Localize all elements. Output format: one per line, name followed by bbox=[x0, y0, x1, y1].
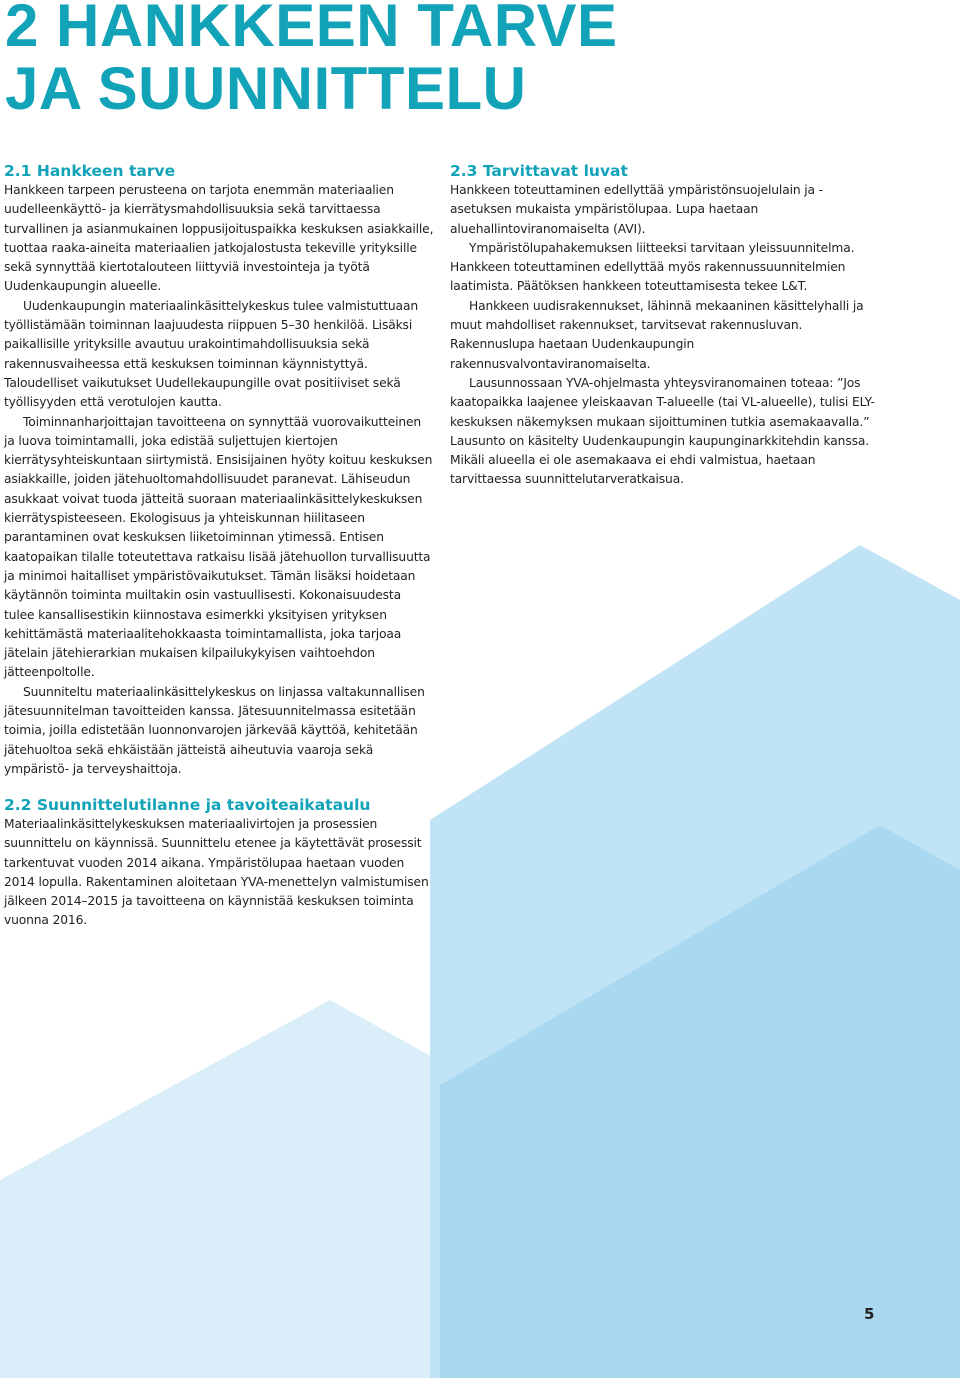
page-number: 5 bbox=[864, 1305, 875, 1323]
section-2-1-paragraph-1: Hankkeen tarpeen perusteena on tarjota enemmän materiaalien uudelleenkäyttö- ja kierrätysmahdollisuuksia sekä tarvittaessa turvallinen ja asianmukainen loppusijoituspaikka keskuksen asiakkaille, tuottaa raaka-aineita materiaalien jatkojalostusta tekeville yrityksille sekä synnyttää kiertotalouteen liittyviä investointeja ja työtä Uudenkaupungin alueelle. bbox=[4, 183, 434, 294]
title-line-1: 2 HANKKEEN TARVE bbox=[5, 0, 618, 59]
section-2-1-title: 2.1 Hankkeen tarve bbox=[4, 162, 176, 180]
section-2-3-title: 2.3 Tarvittavat luvat bbox=[450, 162, 628, 180]
section-2-1-paragraph-4: Suunniteltu materiaalinkäsittelykeskus on linjassa valtakunnallisen jätesuunnitelman tavoitteiden kanssa. Jätesuunnitelmassa esitetään toimia, joilla edistetään luonnonvarojen järkevää käyttöä, kehitetään jätehuoltoa sekä ehkäistään jätteistä aiheutuvia vaaroja sekä ympäristö- ja terveyshaittoja. bbox=[4, 684, 425, 776]
section-2-3-paragraph-3: Hankkeen uudisrakennukset, lähinnä mekaaninen käsittelyhalli ja muut mahdolliset rakennukset, tarvitsevat rakennusluvan. Rakennuslupa haetaan Uudenkaupungin rakennusvalvontaviranomaiselta. bbox=[450, 298, 864, 371]
section-2-3-paragraph-2: Ympäristölupahakemuksen liitteeksi tarvitaan yleissuunnitelma. Hankkeen toteuttaminen edellyttää myös rakennussuunnitelmien laatimista. Päätöksen hankkeen toteuttamisesta tekee L&T. bbox=[450, 240, 855, 294]
section-2-1-paragraph-2: Uudenkaupungin materiaalinkäsittelykeskus tulee valmistuttuaan työllistämään toiminnan laajuudesta riippuen 5–30 henkilöä. Lisäksi paikallisille yrityksille avautuu urakointimahdollisuuksia sekä rakennusvaiheessa että keskuksen toiminnan käynnistyttyä. Taloudelliset vaikutukset Uudellekaupungille ovat positiiviset sekä työllisyyden että verotulojen kautta. bbox=[4, 298, 418, 410]
title-line-2: JA SUUNNITTELU bbox=[5, 55, 527, 122]
section-2-1-paragraph-3: Toiminnanharjoittajan tavoitteena on synnyttää vuorovaikutteinen ja luova toimintamalli, joka edistää suljettujen kiertojen kierrätysyhteiskuntaan siirtymistä. Ensisijainen hyöty koituu keskuksen asiakkaille, joiden jätehuoltomahdollisuudet paranevat. Lähiseudun asukkaat voivat tuoda jätteitä suoraan materiaalinkäsittelykeskuksen kierrätyspisteeseen. Ekologisuus ja yhteiskunnan hiilitaseen parantaminen ovat keskuksen liiketoiminnan ytimessä. Entisen kaatopaikan tilalle toteutettava ratkaisu lisää jätehuollon turvallisuutta ja minimoi haitalliset ympäristövaikutukset. Tämän lisäksi hoidetaan käytännön toiminta muiltakin osin vastuullisesti. Kokonaisuudesta tulee kansallisestikin kiinnostava esimerkki yksityisen yrityksen kehittämästä materiaalitehokkaasta toimintamallista, joka tarjoaa jätelain jätehierarkian mukaisen kilpailukykyisen vaihtoehdon jätteenpoltolle. bbox=[4, 414, 433, 680]
section-2-2-paragraph-1: Materiaalinkäsittelykeskuksen materiaalivirtojen ja prosessien suunnittelu on käynnissä. Suunnittelu etenee ja käytettävät prosessit tarkentuvat vuoden 2014 aikana. Ympäristölupaa haetaan vuoden 2014 lopulla. Rakentaminen aloitetaan YVA-menettelyn valmistumisen jälkeen 2014–2015 ja tavoitteena on käynnistää keskuksen toiminta vuonna 2016. bbox=[4, 817, 429, 928]
section-2-2 bbox=[4, 795, 434, 931]
section-2-2-title: 2.2 Suunnittelutilanne ja tavoiteaikataulu bbox=[4, 796, 371, 814]
page-title bbox=[5, 0, 618, 120]
section-2-3 bbox=[450, 161, 880, 490]
section-2-1 bbox=[4, 161, 434, 779]
section-2-3-paragraph-4: Lausunnossaan YVA-ohjelmasta yhteysviranomainen toteaa: ”Jos kaatopaikka laajenee yleiskaavan T-alueelle (tai VL-alueelle), tulisi ELY-keskuksen näkemyksen mukaan sijoittuminen tutkia asemakaavalla.” Lausunto on käsitelty Uudenkaupungin kaupunginarkkitehdin kanssa. Mikäli alueella ei ole asemakaava ei ehdi valmistua, haetaan tarvittaessa suunnittelutarveratkaisua. bbox=[450, 375, 875, 487]
section-2-3-paragraph-1: Hankkeen toteuttaminen edellyttää ympäristönsuojelulain ja -asetuksen mukaista ympäristölupaa. Lupa haetaan aluehallintoviranomaiselta (AVI). bbox=[450, 183, 823, 236]
